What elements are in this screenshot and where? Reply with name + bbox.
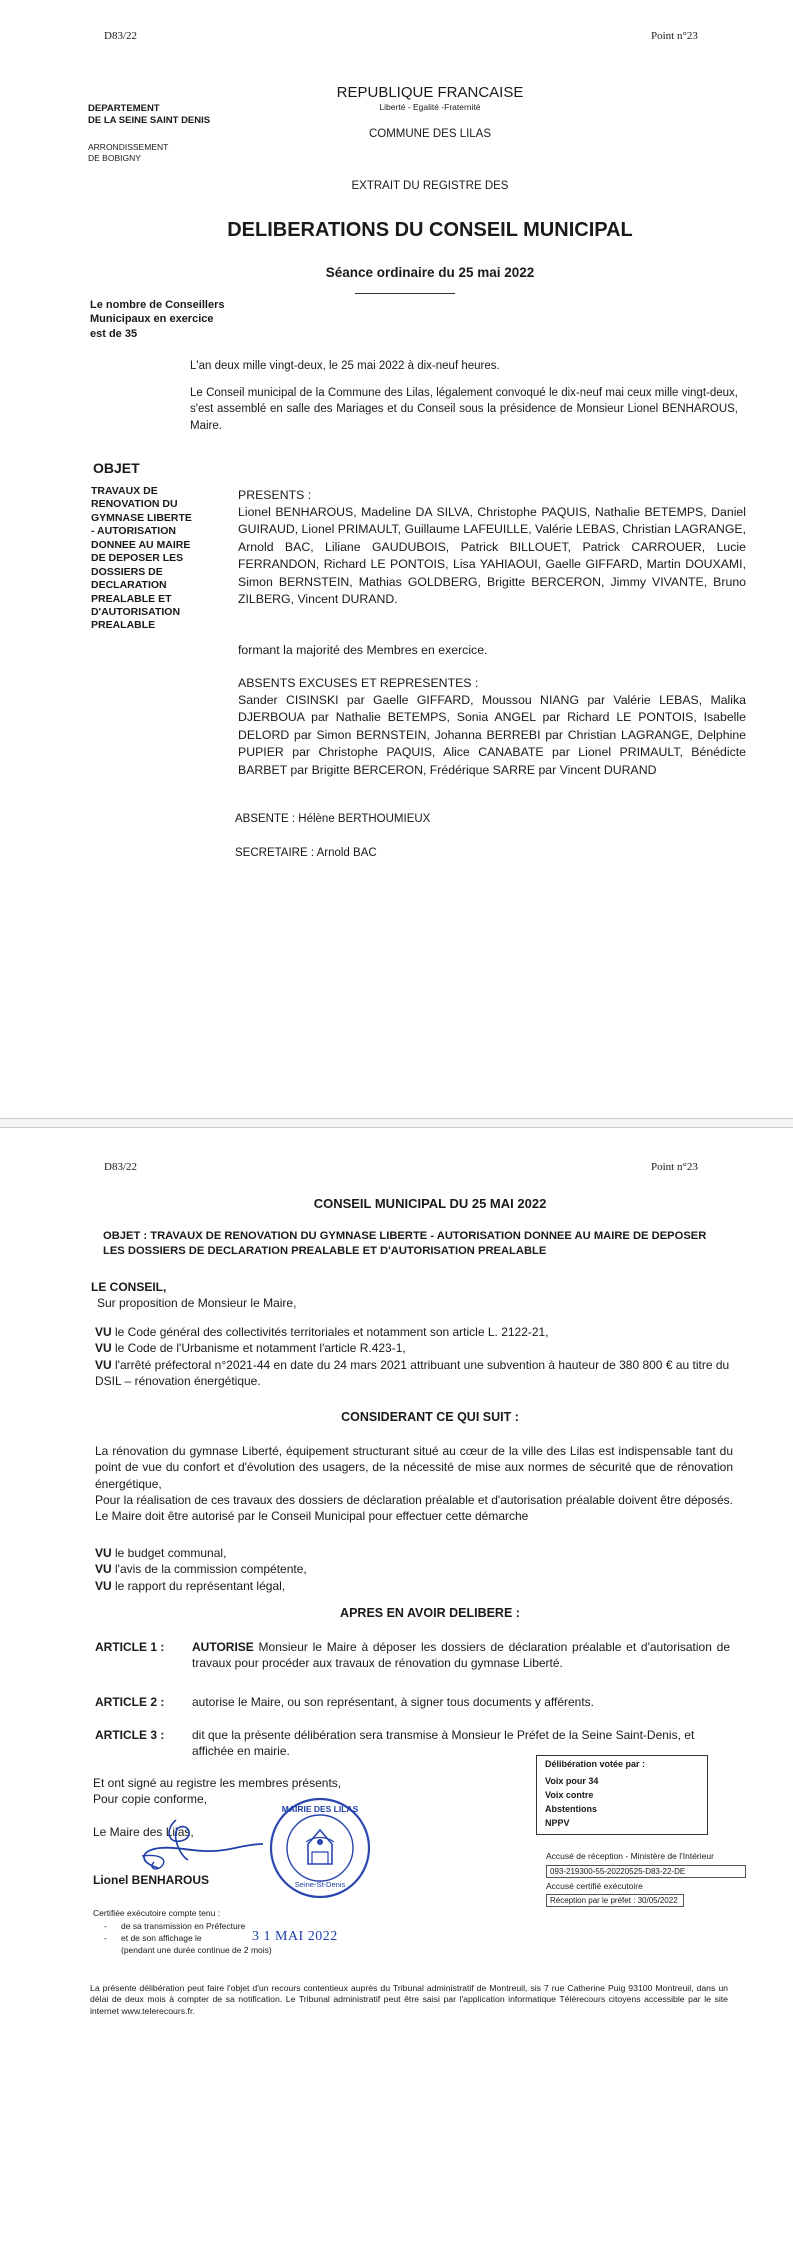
le-maire-line: Le Maire des Lilas,	[93, 1825, 194, 1839]
vu-item: VU l'arrêté préfectoral n°2021-44 en date du 24 mars 2021 attribuant une subvention à hauteur de 380 800 € au titre du DSIL – rénovation énergétique.	[95, 1357, 730, 1388]
absente-label: ABSENTE : Hélène BERTHOUMIEUX	[235, 813, 431, 825]
article-2-text: autorise le Maire, ou son représentant, à signer tous documents y afférents.	[192, 1695, 594, 1709]
accuse-id: 093-219300-55-20220525-D83-22-DE	[546, 1865, 746, 1878]
considerant-heading: CONSIDERANT CE QUI SUIT :	[341, 1410, 519, 1424]
vu-item: VU l'avis de la commission compétente,	[95, 1562, 307, 1577]
mairie-seal	[268, 1796, 372, 1900]
certifie-label: Certifiée exécutoire compte tenu :	[93, 1908, 221, 1918]
intro-date: L'an deux mille vingt-deux, le 25 mai 2022 à dix-neuf heures.	[190, 360, 500, 372]
vu-list-1	[95, 1324, 733, 1389]
duree-line: (pendant une durée continue de 2 mois)	[121, 1945, 272, 1955]
seance-label: Séance ordinaire du 25 mai 2022	[325, 265, 535, 280]
secretaire-label: SECRETAIRE : Arnold BAC	[235, 847, 377, 859]
seal-bottom-text: Seine-St-Denis	[294, 1880, 346, 1889]
proposition: Sur proposition de Monsieur le Maire,	[97, 1296, 297, 1310]
vote-title: Délibération votée par :	[545, 1759, 646, 1769]
objet-line: OBJET : TRAVAUX DE RENOVATION DU GYMNASE LIBERTE - AUTORISATION DONNEE AU MAIRE DE DEPOSER LES DOSSIERS DE DECLARATION PREALABLE ET D'AUTORISATION PREALABLE	[103, 1230, 707, 1258]
transmission-line: - de sa transmission en Préfecture	[104, 1921, 246, 1931]
vu-list-2	[95, 1545, 733, 1594]
article-3-label: ARTICLE 3 :	[95, 1728, 165, 1742]
accuse-title: Accusé de réception - Ministère de l'Intérieur	[546, 1851, 714, 1861]
article-1-text: AUTORISE Monsieur le Maire à déposer les dossiers de déclaration préalable et d'autorisation de travaux pour procéder aux travaux de rénovation du gymnase Liberté.	[192, 1640, 730, 1671]
accuse-recep: Réception par le préfet : 30/05/2022	[546, 1894, 684, 1907]
signe-line: Et ont signé au registre les membres présents,	[93, 1776, 342, 1790]
vu-item: VU le Code de l'Urbanisme et notamment l'article R.423-1,	[95, 1341, 406, 1356]
majorite-label: formant la majorité des Membres en exercice.	[238, 643, 488, 657]
le-conseil: LE CONSEIL,	[91, 1280, 167, 1294]
department-label: DEPARTEMENT DE LA SEINE SAINT DENIS	[88, 103, 211, 127]
arrondissement-label: ARRONDISSEMENT DE BOBIGNY	[88, 142, 169, 164]
republic-title: REPUBLIQUE FRANCAISE	[336, 84, 524, 101]
affichage-date-stamp: 3 1 MAI 2022	[252, 1929, 338, 1944]
accuse-reception-stamp	[546, 1851, 746, 1907]
accuse-cert: Accusé certifié exécutoire	[546, 1880, 643, 1891]
vote-lines: Voix pour 34 Voix contre Abstentions NPPV	[545, 1776, 599, 1828]
page-separator	[0, 1118, 793, 1128]
considerant-body: La rénovation du gymnase Liberté, équipement structurant situé au cœur de la ville des Lilas est indispensable tant du point de vue du confort et d'évolution des usagers, de la nécessité de mise aux normes de sécurité que de rénovation énergétique, Pour la réalisation de ces travaux des dossiers de déclaration préalable et d'autorisation préalable doivent être déposés. Le Maire doit être autorisé par le Conseil Municipal pour effectuer cette démarche	[95, 1444, 734, 1524]
extrait-label: EXTRAIT DU REGISTRE DES	[351, 180, 509, 192]
absents-list: Sander CISINSKI par Gaelle GIFFARD, Moussou NIANG par Valérie LEBAS, Malika DJERBOUA par Nathalie BETEMPS, Sonia ANGEL par Richard LE PONTOIS, Isabelle DELORD par Simon BERNSTEIN, Johanna BERREBI par Christian LAGRANGE, Delphine PUPIER par Christophe PAQUIS, Alice CANABATE par Lionel PRIMAULT, Bénédicte BARBET par Brigitte BERCERON, Frédérique SARRE par Vincent DURAND	[238, 693, 746, 777]
affichage-line: - et de son affichage le	[104, 1933, 202, 1943]
objet-heading: OBJET	[93, 460, 140, 476]
seal-top-text: MAIRIE DES LILAS	[281, 1804, 359, 1814]
presents-list: Lionel BENHAROUS, Madeline DA SILVA, Christophe PAQUIS, Nathalie BETEMPS, Daniel GUIRAUD, Lionel PRIMAULT, Guillaume LAFEUILLE, Valérie LEBAS, Christian LAGRANGE, Arnold BAC, Liliane GAUDUBOIS, Patrick BILLOUET, Patrick CARROUER, Lucie FERRANDON, Richard LE PONTOIS, Lisa YAHIAOUI, Gaelle GIFFARD, Martin DOUXAMI, Simon BERNSTEIN, Mathias GOLDBERG, Brigitte BERCERON, Jimmy VIVANTE, Bruno ZILBERG, Vincent DURAND.	[238, 505, 746, 607]
vote-box	[536, 1755, 708, 1835]
signature	[128, 1810, 278, 1880]
copie-line: Pour copie conforme,	[93, 1792, 208, 1806]
page-title: CONSEIL MUNICIPAL DU 25 MAI 2022	[313, 1196, 547, 1211]
objet-sidebar: TRAVAUX DE RENOVATION DU GYMNASE LIBERTE - AUTORISATION DONNEE AU MAIRE DE DEPOSER LES DOSSIERS DE DECLARATION PREALABLE ET D'AUTORISATION PREALABLE	[91, 485, 192, 632]
reference-number: D83/22	[104, 30, 137, 42]
recours-notice: La présente délibération peut faire l'objet d'un recours contentieux auprès du Tribunal administratif de Montreuil, sis 7 rue Catherine Puig 93100 Montreuil, dans un délai de deux mois à compter de sa notification. Le Tribunal administratif peut être saisi par l'application informatique Télérecours citoyens accessible par le site internet www.telerecours.fr.	[90, 1983, 728, 2016]
point-number: Point n°23	[651, 30, 698, 42]
republic-motto: Liberté - Egalité -Fraternité	[379, 102, 481, 112]
page-title: DELIBERATIONS DU CONSEIL MUNICIPAL	[227, 219, 633, 241]
vu-item: VU le Code général des collectivités territoriales et notamment son article L. 2122-21,	[95, 1325, 549, 1339]
title-underline	[355, 293, 455, 294]
reference-number: D83/22	[104, 1161, 137, 1173]
apres-heading: APRES EN AVOIR DELIBERE :	[340, 1606, 520, 1620]
maire-name: Lionel BENHAROUS	[93, 1873, 210, 1887]
intro-convocation: Le Conseil municipal de la Commune des Lilas, légalement convoqué le dix-neuf mai ceux mille vingt-deux, s'est assemblé en salle des Mariages et du Conseil sous la présidence de Monsieur Lionel BENHAROUS, Maire.	[190, 387, 738, 432]
article-1-label: ARTICLE 1 :	[95, 1640, 165, 1654]
commune-name: COMMUNE DES LILAS	[368, 128, 492, 140]
vu-item: VU le rapport du représentant légal,	[95, 1578, 286, 1593]
page-1	[0, 0, 793, 1118]
page-2	[0, 1128, 793, 2246]
article-3-text: dit que la présente délibération sera transmise à Monsieur le Préfet de la Seine Saint-Denis, et affichée en mairie.	[192, 1728, 695, 1759]
article-2-label: ARTICLE 2 :	[95, 1695, 165, 1709]
absents-label: ABSENTS EXCUSES ET REPRESENTES :	[238, 676, 479, 690]
conseillers-count: Le nombre de Conseillers Municipaux en exercice est de 35	[90, 299, 225, 340]
vu-item: VU le budget communal,	[95, 1546, 227, 1560]
presents-label: PRESENTS :	[238, 488, 312, 502]
point-number: Point n°23	[651, 1161, 698, 1173]
